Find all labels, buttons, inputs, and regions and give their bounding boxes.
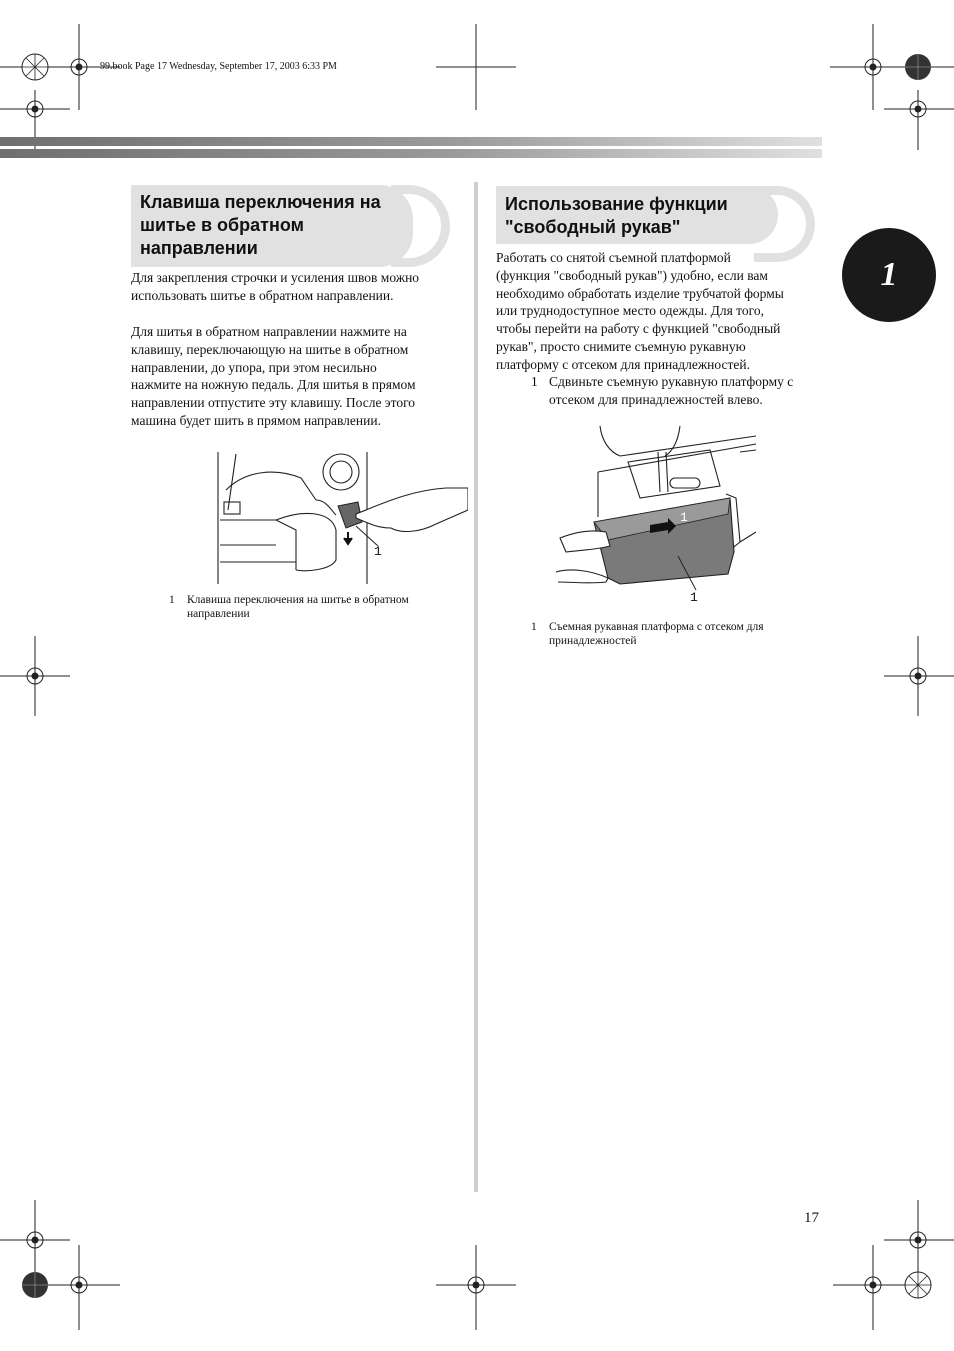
text-line: нажмите на ножную педаль. Для шитья в прямом (131, 377, 416, 393)
step-line: отсеком для принадлежностей влево. (549, 391, 763, 407)
header-bar (0, 137, 822, 161)
figure-callout: 1 (680, 510, 688, 525)
step-line: Сдвиньте съемную рукавную платформу с (549, 374, 794, 389)
reverse-lever-illustration (206, 450, 468, 586)
text-line: Работать со снятой съемной платформой (496, 250, 731, 265)
caption-line: принадлежностей (549, 635, 637, 647)
text-line: направлении, до упора, при этом несильно (131, 359, 377, 375)
column-divider (474, 182, 478, 1192)
chapter-badge: 1 (842, 228, 936, 322)
text-line: направлении отпустите эту клавишу. После этого (131, 395, 416, 411)
text-line: клавишу, переключающую на шитье в обратном (131, 341, 409, 357)
right-paragraph-1 (496, 249, 784, 374)
text-line: машина будет шить в прямом направлении. (131, 412, 381, 428)
reverse-lever-figure (206, 450, 468, 586)
left-paragraph-1 (131, 269, 419, 305)
text-line: Для шитья в обратном направлении нажмите на (131, 324, 407, 339)
figure-callout: 1 (690, 590, 698, 605)
right-heading-line: "свободный рукав" (505, 217, 681, 237)
text-line: Для закрепления строчки и усиления швов можно (131, 270, 420, 285)
text-line: чтобы перейти на работу с функцией "свободный (496, 321, 781, 337)
left-heading-line: Клавиша переключения на (140, 192, 381, 212)
left-heading (131, 185, 461, 267)
left-heading-line: направлении (140, 238, 258, 258)
right-heading-line: Использование функции (505, 194, 728, 214)
caption-number: 1 (531, 621, 537, 633)
caption-number: 1 (169, 594, 175, 606)
text-line: или труднодоступное место одежды. Для того, (496, 303, 764, 319)
free-arm-illustration (550, 422, 760, 612)
print-header: 99.book Page 17 Wednesday, September 17, 2003 6:33 PM (100, 61, 337, 72)
text-line: использовать шитье в обратном направлении. (131, 287, 394, 303)
figure-callout: 1 (374, 544, 382, 559)
text-line: (функция "свободный рукав") удобно, если вам (496, 267, 768, 283)
page-number: 17 (804, 1210, 819, 1226)
caption-line: направлении (187, 608, 250, 620)
text-line: платформу с отсеком для принадлежностей. (496, 356, 750, 372)
right-heading (496, 186, 826, 244)
text-line: рукав", просто снимите съемную рукавную (496, 338, 746, 354)
step-number: 1 (531, 374, 538, 389)
caption-line: Съемная рукавная платформа с отсеком для (549, 621, 764, 633)
text-line: необходимо обработать изделие трубчатой формы (496, 285, 784, 301)
caption-line: Клавиша переключения на шитье в обратном (187, 594, 409, 606)
left-heading-line: шитье в обратном (140, 215, 304, 235)
left-paragraph-2 (131, 323, 416, 430)
free-arm-figure (550, 422, 760, 612)
